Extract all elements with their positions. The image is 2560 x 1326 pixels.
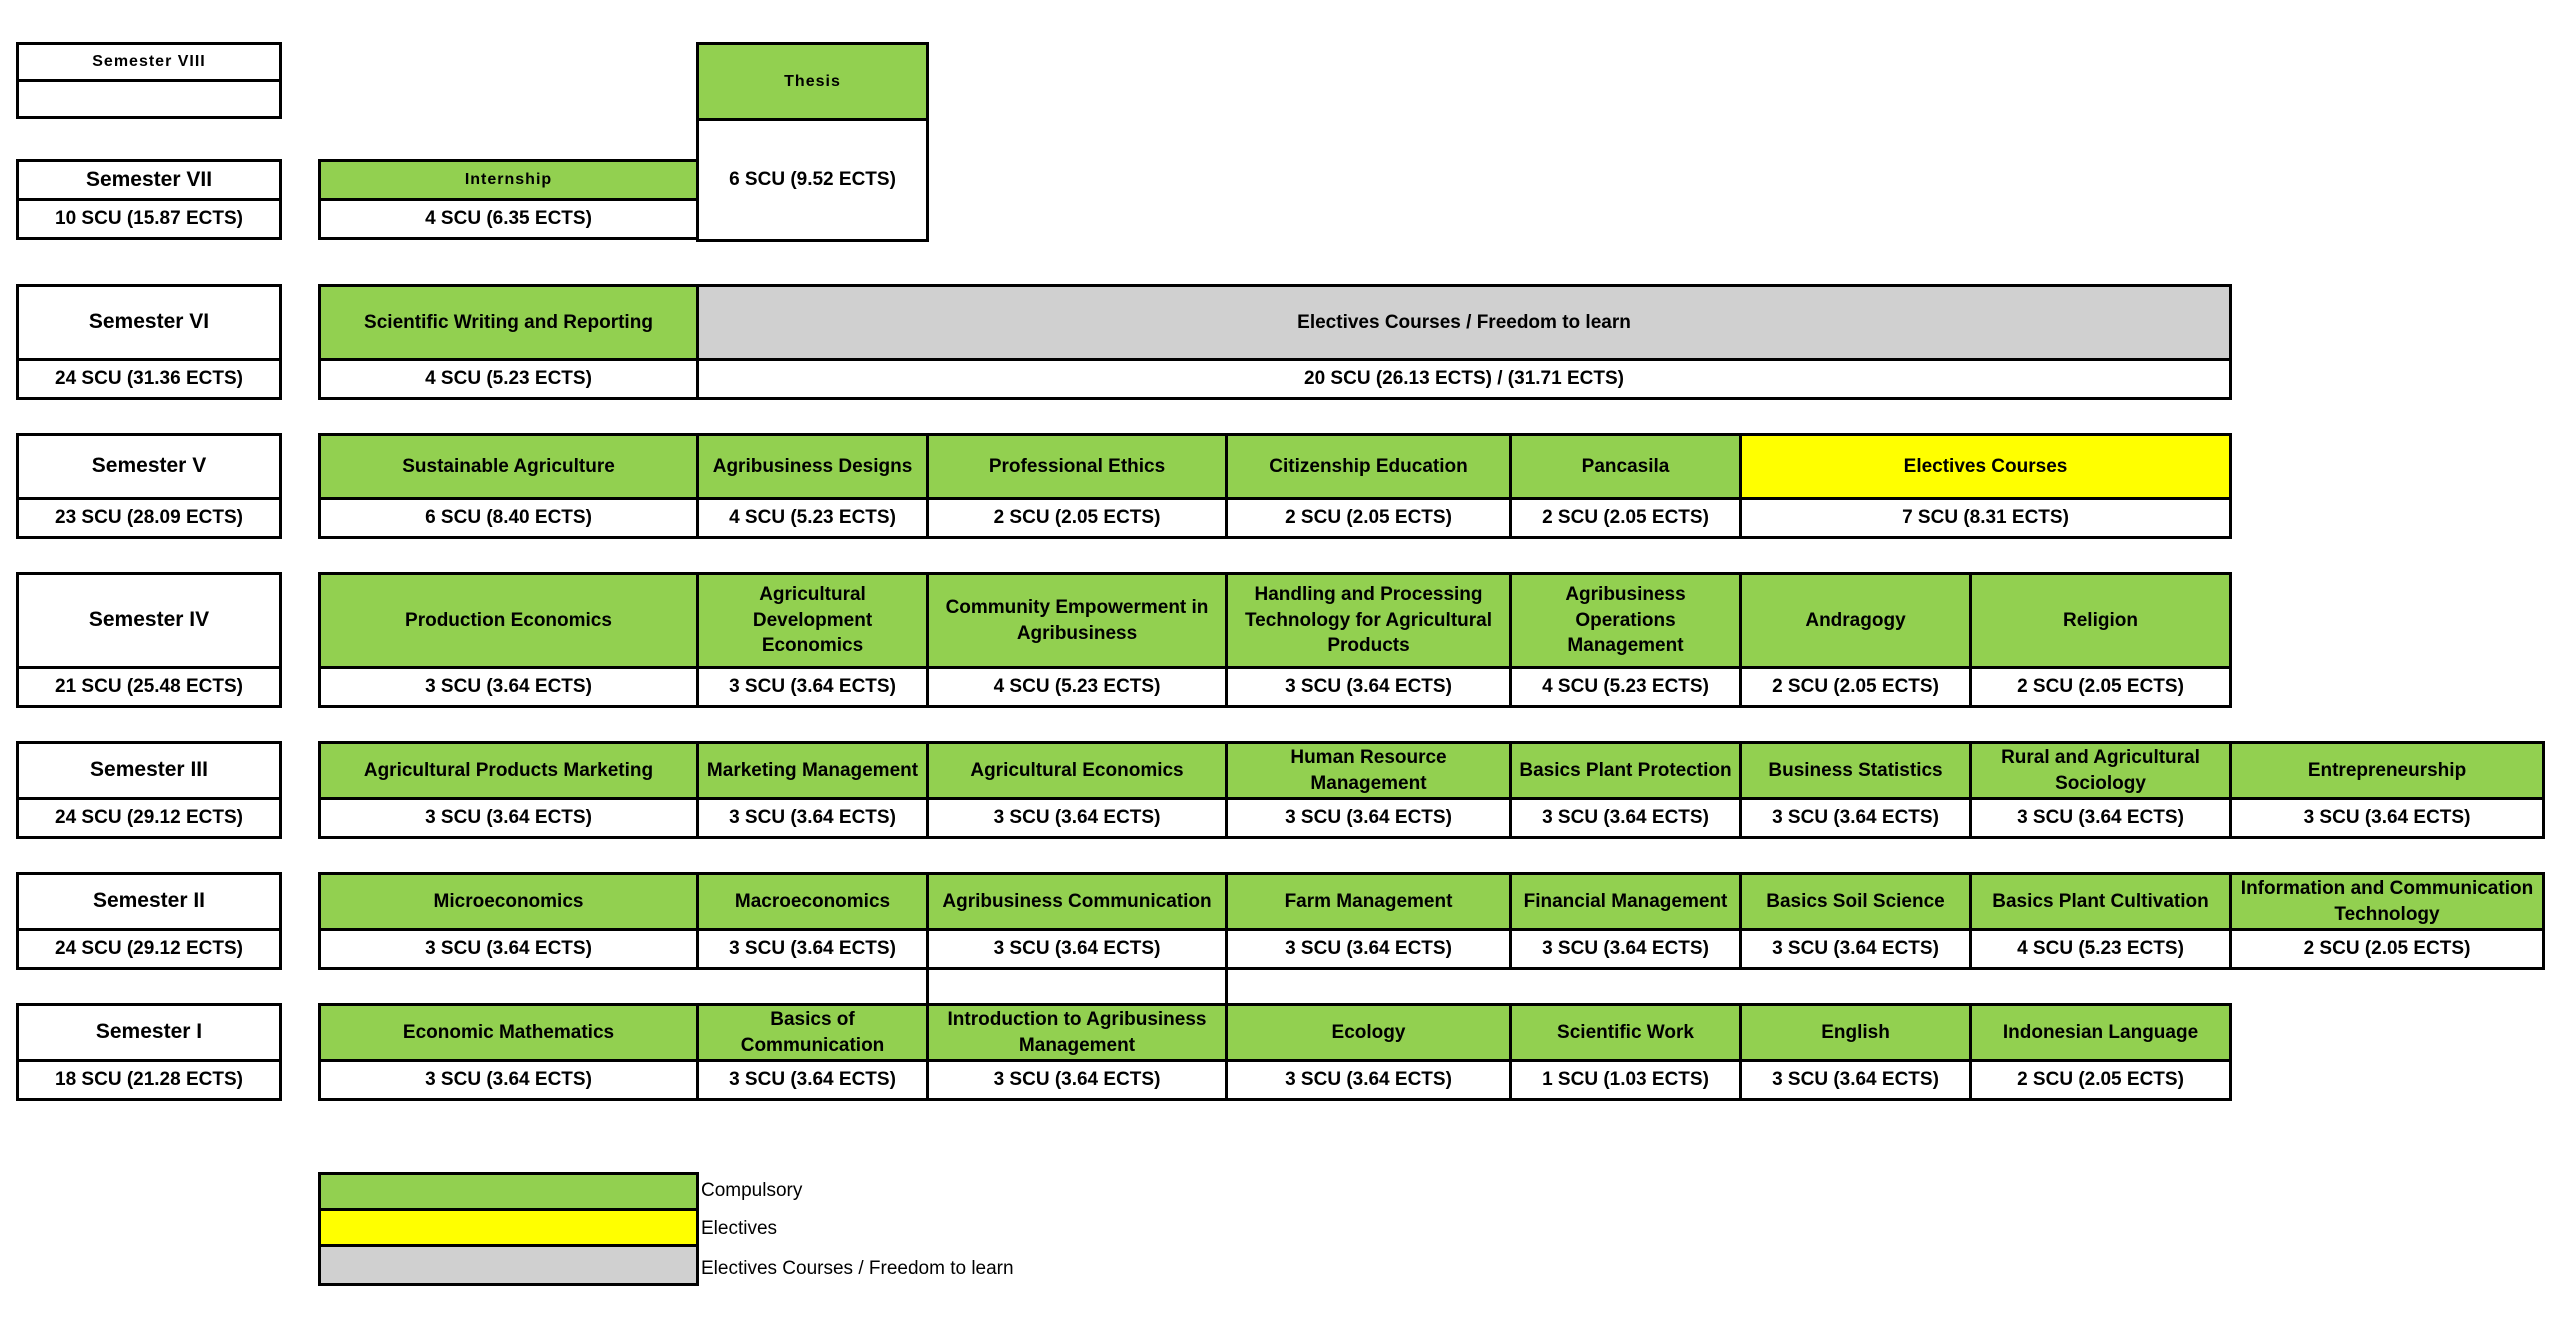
course-scu: 4 SCU (5.23 ECTS) xyxy=(1969,928,2232,970)
course-name: Professional Ethics xyxy=(926,433,1228,500)
course-name: Basics Soil Science xyxy=(1739,872,1972,931)
course-scu: 3 SCU (3.64 ECTS) xyxy=(1509,928,1742,970)
course-name: Marketing Management xyxy=(696,741,929,800)
legend-electives-label: Electives xyxy=(701,1218,778,1239)
semester-viii-title: Semester VIII xyxy=(16,42,282,82)
semester-i-scu: 18 SCU (21.28 ECTS) xyxy=(16,1059,282,1101)
course-name: Scientific Work xyxy=(1509,1003,1742,1062)
course-name: Business Statistics xyxy=(1739,741,1972,800)
semester-iii-scu: 24 SCU (29.12 ECTS) xyxy=(16,797,282,839)
semester-viii-scu xyxy=(16,79,282,119)
course-scu: 3 SCU (3.64 ECTS) xyxy=(1225,928,1512,970)
course-scu: 3 SCU (3.64 ECTS) xyxy=(318,1059,699,1101)
electives-course: Electives Courses xyxy=(1739,433,2232,500)
course-scu: 3 SCU (3.64 ECTS) xyxy=(926,928,1228,970)
course-name: Citizenship Education xyxy=(1225,433,1512,500)
course-name: Microeconomics xyxy=(318,872,699,931)
semester-iv-title: Semester IV xyxy=(16,572,282,669)
course-scu: 3 SCU (3.64 ECTS) xyxy=(1225,1059,1512,1101)
course-name: Pancasila xyxy=(1509,433,1742,500)
course-name: Rural and Agricultural Sociology xyxy=(1969,741,2232,800)
internship-course: Internship xyxy=(318,159,699,201)
connector-box xyxy=(926,967,1228,1006)
course-scu: 4 SCU (5.23 ECTS) xyxy=(696,497,929,539)
course-scu: 3 SCU (3.64 ECTS) xyxy=(1969,797,2232,839)
legend-compulsory-swatch xyxy=(318,1172,699,1211)
legend-freedom-swatch xyxy=(318,1244,699,1286)
course-name: Macroeconomics xyxy=(696,872,929,931)
course-scu: 2 SCU (2.05 ECTS) xyxy=(1225,497,1512,539)
course-scu: 3 SCU (3.64 ECTS) xyxy=(1739,1059,1972,1101)
course-scu: 3 SCU (3.64 ECTS) xyxy=(696,1059,929,1101)
course-scu: 2 SCU (2.05 ECTS) xyxy=(1969,1059,2232,1101)
electives-scu: 7 SCU (8.31 ECTS) xyxy=(1739,497,2232,539)
semester-i-title: Semester I xyxy=(16,1003,282,1062)
course-name: Agricultural Development Economics xyxy=(696,572,929,669)
course-scu: 3 SCU (3.64 ECTS) xyxy=(926,797,1228,839)
course-scu: 2 SCU (2.05 ECTS) xyxy=(2229,928,2545,970)
course-scu: 3 SCU (3.64 ECTS) xyxy=(1739,797,1972,839)
course-name: Financial Management xyxy=(1509,872,1742,931)
course-name: Basics Plant Protection xyxy=(1509,741,1742,800)
course-scu: 3 SCU (3.64 ECTS) xyxy=(696,797,929,839)
course-scu: 3 SCU (3.64 ECTS) xyxy=(318,666,699,708)
course-name: Scientific Writing and Reporting xyxy=(318,284,699,361)
course-name: Handling and Processing Technology for Agricultural Products xyxy=(1225,572,1512,669)
semester-iii-title: Semester III xyxy=(16,741,282,800)
course-name: Farm Management xyxy=(1225,872,1512,931)
legend-compulsory-label: Compulsory xyxy=(701,1180,803,1201)
course-name: Community Empowerment in Agribusiness xyxy=(926,572,1228,669)
course-name: Agribusiness Designs xyxy=(696,433,929,500)
course-scu: 3 SCU (3.64 ECTS) xyxy=(2229,797,2545,839)
course-name: Sustainable Agriculture xyxy=(318,433,699,500)
course-name: Basics of Communication xyxy=(696,1003,929,1062)
course-name: Production Economics xyxy=(318,572,699,669)
course-name: Basics Plant Cultivation xyxy=(1969,872,2232,931)
course-name: Religion xyxy=(1969,572,2232,669)
course-name: Human Resource Management xyxy=(1225,741,1512,800)
semester-iv-scu: 21 SCU (25.48 ECTS) xyxy=(16,666,282,708)
thesis-course: Thesis xyxy=(696,42,929,121)
course-scu: 3 SCU (3.64 ECTS) xyxy=(1225,666,1512,708)
semester-vi-title: Semester VI xyxy=(16,284,282,361)
course-name: Ecology xyxy=(1225,1003,1512,1062)
course-scu: 3 SCU (3.64 ECTS) xyxy=(1739,928,1972,970)
course-scu: 4 SCU (5.23 ECTS) xyxy=(926,666,1228,708)
course-scu: 6 SCU (8.40 ECTS) xyxy=(318,497,699,539)
course-scu: 4 SCU (5.23 ECTS) xyxy=(318,358,699,400)
semester-ii-title: Semester II xyxy=(16,872,282,931)
course-name: Entrepreneurship xyxy=(2229,741,2545,800)
internship-scu: 4 SCU (6.35 ECTS) xyxy=(318,198,699,240)
course-scu: 3 SCU (3.64 ECTS) xyxy=(1225,797,1512,839)
semester-vii-scu: 10 SCU (15.87 ECTS) xyxy=(16,198,282,240)
course-name: Introduction to Agribusiness Management xyxy=(926,1003,1228,1062)
course-scu: 2 SCU (2.05 ECTS) xyxy=(1739,666,1972,708)
course-name: Information and Communication Technology xyxy=(2229,872,2545,931)
course-scu: 3 SCU (3.64 ECTS) xyxy=(318,928,699,970)
course-name: English xyxy=(1739,1003,1972,1062)
semester-v-title: Semester V xyxy=(16,433,282,500)
course-scu: 2 SCU (2.05 ECTS) xyxy=(1969,666,2232,708)
electives-freedom-scu: 20 SCU (26.13 ECTS) / (31.71 ECTS) xyxy=(696,358,2232,400)
course-scu: 3 SCU (3.64 ECTS) xyxy=(318,797,699,839)
course-name: Economic Mathematics xyxy=(318,1003,699,1062)
semester-v-scu: 23 SCU (28.09 ECTS) xyxy=(16,497,282,539)
course-scu: 4 SCU (5.23 ECTS) xyxy=(1509,666,1742,708)
course-name: Agricultural Products Marketing xyxy=(318,741,699,800)
course-name: Indonesian Language xyxy=(1969,1003,2232,1062)
course-name: Agribusiness Operations Management xyxy=(1509,572,1742,669)
course-scu: 1 SCU (1.03 ECTS) xyxy=(1509,1059,1742,1101)
semester-ii-scu: 24 SCU (29.12 ECTS) xyxy=(16,928,282,970)
course-name: Andragogy xyxy=(1739,572,1972,669)
course-scu: 3 SCU (3.64 ECTS) xyxy=(1509,797,1742,839)
course-name: Agricultural Economics xyxy=(926,741,1228,800)
thesis-scu: 6 SCU (9.52 ECTS) xyxy=(696,118,929,242)
legend-electives-swatch xyxy=(318,1208,699,1247)
semester-vii-title: Semester VII xyxy=(16,159,282,201)
course-scu: 2 SCU (2.05 ECTS) xyxy=(1509,497,1742,539)
course-scu: 3 SCU (3.64 ECTS) xyxy=(696,666,929,708)
course-scu: 3 SCU (3.64 ECTS) xyxy=(696,928,929,970)
semester-vi-scu: 24 SCU (31.36 ECTS) xyxy=(16,358,282,400)
course-scu: 2 SCU (2.05 ECTS) xyxy=(926,497,1228,539)
legend-freedom-label: Electives Courses / Freedom to learn xyxy=(701,1258,1014,1279)
electives-freedom-course: Electives Courses / Freedom to learn xyxy=(696,284,2232,361)
course-name: Agribusiness Communication xyxy=(926,872,1228,931)
course-scu: 3 SCU (3.64 ECTS) xyxy=(926,1059,1228,1101)
